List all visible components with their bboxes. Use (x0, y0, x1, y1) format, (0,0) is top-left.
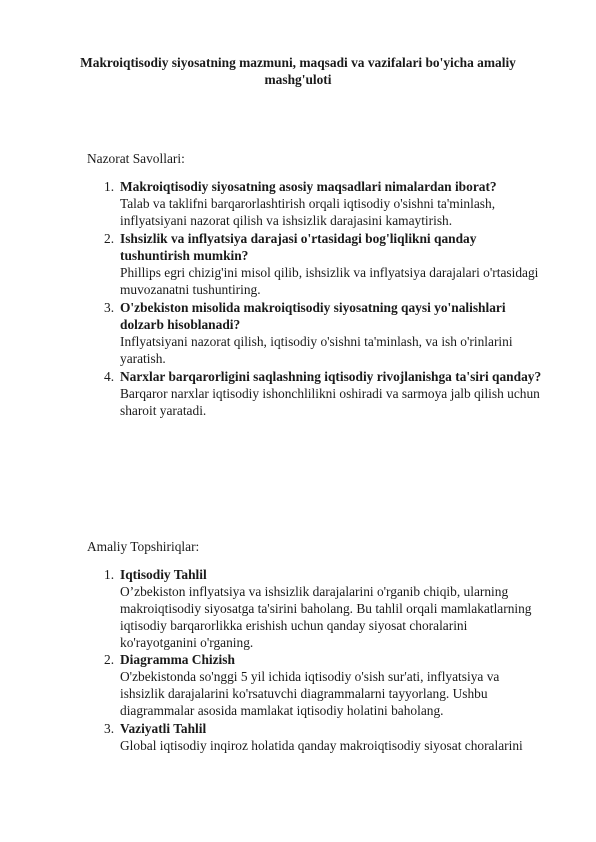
answer-text: Inflyatsiyani nazorat qilish, iqtisodiy o'sishni ta'minlash, va ish o'rinlarini yaratish. (120, 334, 513, 366)
control-questions-heading: Nazorat Savollari: (87, 151, 185, 166)
answer-text: Barqaror narxlar iqtisodiy ishonchlilikni oshiradi va sarmoya jalb qilish uchun sharoit yaratadi. (120, 386, 540, 418)
task-title: Iqtisodiy Tahlil (120, 567, 207, 582)
list-item (104, 368, 544, 419)
question-text: Makroiqtisodiy siyosatning asosiy maqsadlari nimalardan iborat? (120, 179, 497, 194)
list-item (104, 178, 544, 229)
list-item (104, 299, 544, 367)
task-title: Vaziyatli Tahlil (120, 721, 207, 736)
answer-text: Phillips egri chizig'ini misol qilib, ishsizlik va inflyatsiya darajalari o'rtasidagi muvozanatni tushuntiring. (120, 265, 539, 297)
item-number: 1. (104, 179, 115, 194)
control-questions-list (104, 178, 544, 419)
item-number: 1. (104, 567, 115, 582)
question-text: Ishsizlik va inflyatsiya darajasi o'rtasidagi bog'liqlikni qanday tushuntirish mumkin? (120, 231, 477, 263)
item-number: 2. (104, 231, 115, 246)
task-text: Global iqtisodiy inqiroz holatida qanday makroiqtisodiy siyosat choralarini (120, 738, 523, 753)
item-number: 3. (104, 721, 115, 736)
list-item (104, 230, 544, 298)
question-text: Narxlar barqarorligini saqlashning iqtisodiy rivojlanishga ta'siri qanday? (120, 369, 542, 384)
item-number: 4. (104, 369, 115, 384)
question-text: O'zbekiston misolida makroiqtisodiy siyosatning qaysi yo'nalishlari dolzarb hisoblanadi? (120, 300, 506, 332)
list-item (104, 651, 544, 719)
practice-tasks-heading: Amaliy Topshiriqlar: (87, 539, 200, 554)
task-text: O’zbekiston inflyatsiya va ishsizlik darajalarini o'rganib chiqib, ularning makroiqtisodiy siyosatga ta'sirini baholang. Bu tahlil orqali mamlakatlarning iqtisodiy barqarorlikka erishish uchun qanday siyosat choralarini ko'rayotganini o'rganing. (120, 584, 532, 650)
item-number: 2. (104, 652, 115, 667)
list-item (104, 720, 544, 754)
item-number: 3. (104, 300, 115, 315)
answer-text: Talab va taklifni barqarorlashtirish orqali iqtisodiy o'sishni ta'minlash, inflyatsiyani nazorat qilish va ishsizlik darajasini kamaytirish. (120, 196, 496, 228)
page-title: Makroiqtisodiy siyosatning mazmuni, maqsadi va vazifalari bo'yicha amaliy mashg'uloti (80, 55, 516, 87)
task-text: O'zbekistonda so'nggi 5 yil ichida iqtisodiy o'sish sur'ati, inflyatsiya va ishsizlik darajalarini ko'rsatuvchi diagrammalarni tayyorlang. Ushbu diagrammalar asosida mamlakat iqtisodiy holatini baholang. (120, 669, 500, 718)
list-item (104, 566, 544, 651)
task-title: Diagramma Chizish (120, 652, 235, 667)
practice-tasks-list (104, 566, 544, 754)
